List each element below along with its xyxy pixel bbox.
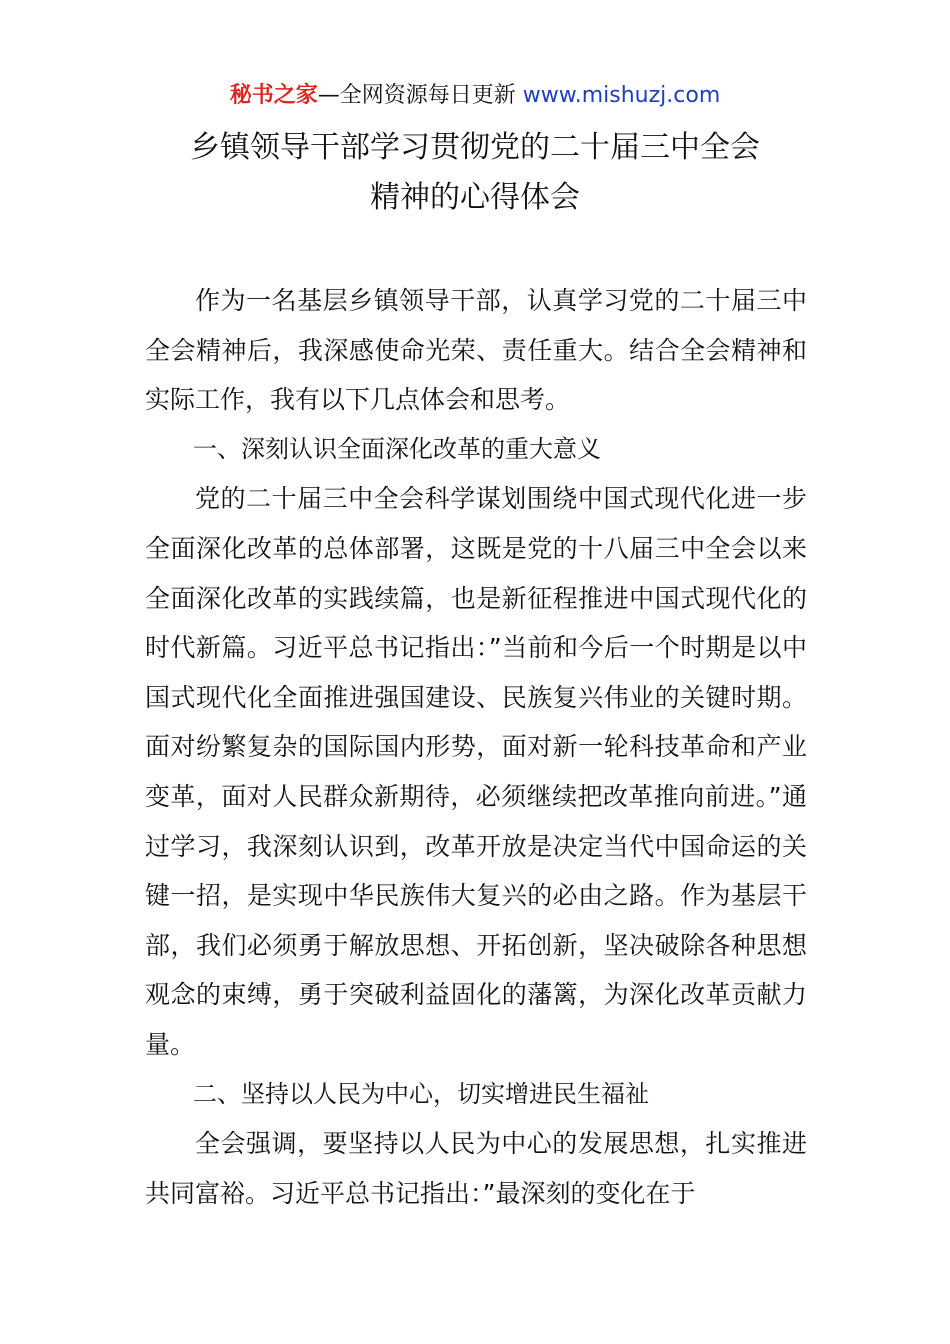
document-title-line-1: 乡镇领导干部学习贯彻党的二十届三中全会 (190, 130, 760, 165)
paragraph-section-2: 全会强调，要坚持以人民为中心的发展思想，扎实推进共同富裕。习近平总书记指出：”最深刻的变化在于 (145, 1129, 807, 1208)
site-brand: 秘书之家 (229, 83, 318, 108)
paragraph-section-1: 党的二十届三中全会科学谋划围绕中国式现代化进一步全面深化改革的总体部署，这既是党的十八届三中全会以来全面深化改革的实践续篇，也是新征程推进中国式现代化的时代新篇。习近平总书记指出：”当前和今后一个时期是以中国式现代化全面推进强国建设、民族复兴伟业的关键时期。面对纷繁复杂的国际国内形势，面对新一轮科技革命和产业变革，面对人民群众新期待，必须继续把改革推向前进。”通过学习，我深刻认识到，改革开放是决定当代中国命运的关键一招，是实现中华民族伟大复兴的必由之路。作为基层干部，我们必须勇于解放思想、开拓创新，坚决破除各种思想观念的束缚，勇于突破利益固化的藩篱，为深化改革贡献力量。 (145, 484, 807, 1059)
section-heading-2: 二、坚持以人民为中心，切实增进民生福祉 (193, 1079, 649, 1108)
section-heading-1: 一、深刻认识全面深化改革的重大意义 (193, 434, 601, 463)
document-title-line-2: 精神的心得体会 (370, 180, 580, 215)
paragraph-intro: 作为一名基层乡镇领导干部，认真学习党的二十届三中全会精神后，我深感使命光荣、责任重大。结合全会精神和实际工作，我有以下几点体会和思考。 (145, 286, 807, 415)
site-url-link[interactable]: www.mishuzj.com (522, 83, 721, 108)
site-tagline: —全网资源每日更新 (317, 83, 523, 108)
document-body (145, 276, 807, 1218)
site-header (0, 80, 950, 112)
